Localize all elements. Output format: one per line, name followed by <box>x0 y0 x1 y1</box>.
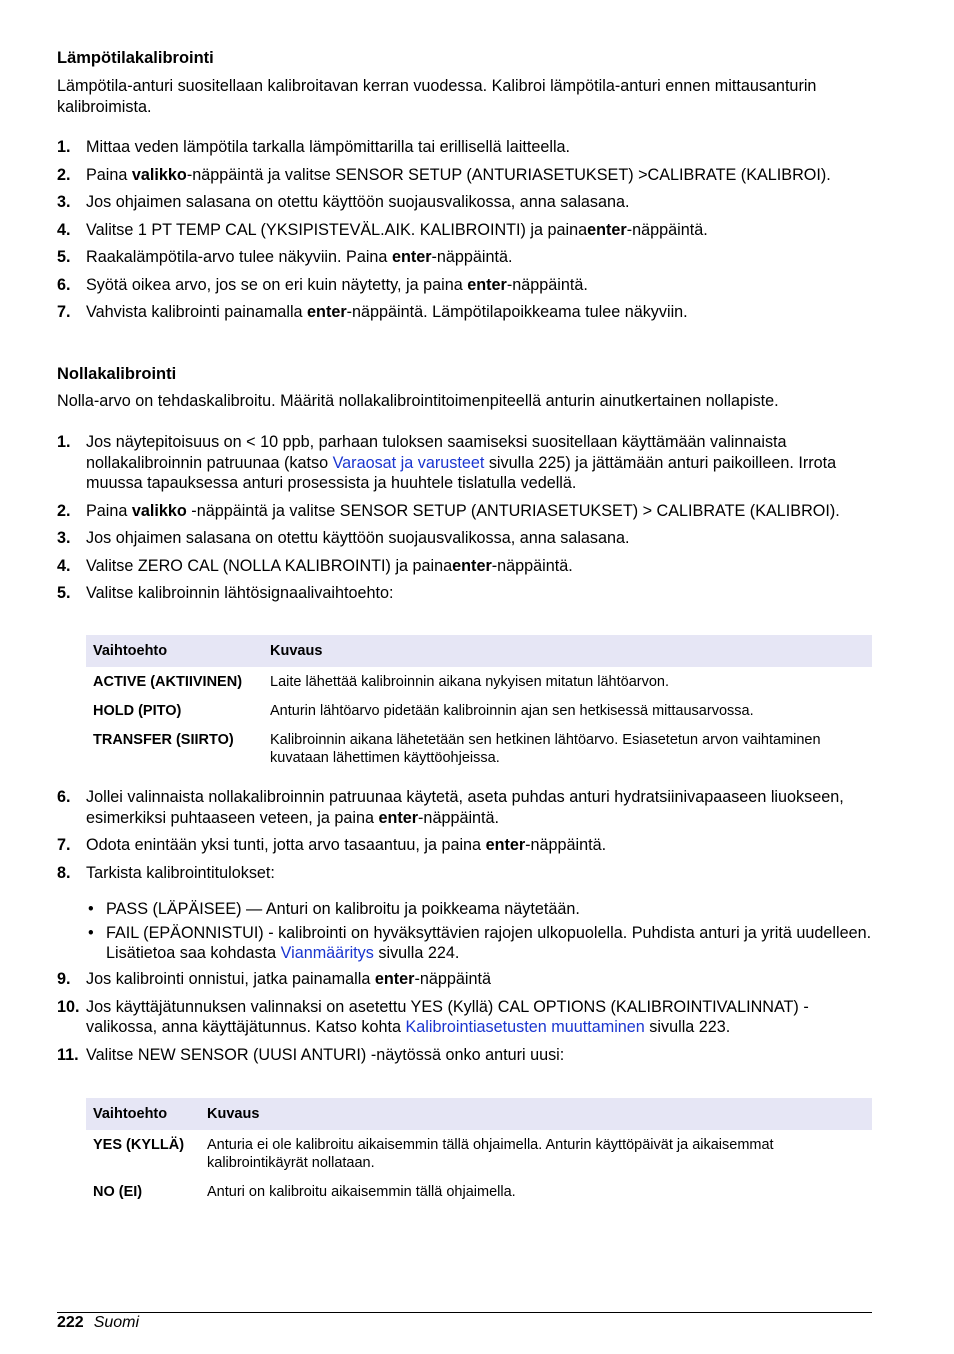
step-text: sivulla 223. <box>644 1018 731 1036</box>
list-item <box>57 275 872 296</box>
section-heading-zero-calibration: Nollakalibrointi <box>57 365 177 383</box>
step-number: 11. <box>57 1045 79 1064</box>
step-number: 7. <box>57 303 71 321</box>
new-sensor-rows <box>86 1130 872 1206</box>
table-header-description: Kuvaus <box>200 1098 872 1130</box>
section-heading-temperature-calibration: Lämpötilakalibrointi <box>57 49 214 67</box>
bullet-icon: • <box>88 900 94 918</box>
step-number: 10. <box>57 997 80 1016</box>
footer-language: Suomi <box>93 1314 140 1331</box>
step-text: Jos ohjaimen salasana on otettu käyttöön suojausvalikossa, anna salasana. <box>86 529 630 547</box>
step-text: -näppäintä. Lämpötilapoikkeama tulee näkyviin. <box>346 303 688 321</box>
step-text: Valitse 1 PT TEMP CAL (YKSIPISTEVÄL.AIK. KALIBROINTI) ja paina <box>86 220 588 239</box>
key-name: valikko <box>131 165 187 184</box>
option-description: Anturi on kalibroitu aikaisemmin tällä ohjaimella. <box>207 1184 516 1200</box>
step-number: 6. <box>57 275 71 294</box>
footer-divider <box>57 1312 872 1313</box>
list-item <box>57 501 872 522</box>
new-sensor-table-wrap <box>86 1098 872 1206</box>
list-item <box>57 220 872 241</box>
zero-steps-list-a <box>57 432 872 604</box>
step-text: Jos näytepitoisuus on < 10 ppb, parhaan tuloksen saamiseksi suositellaan käyttämään valinnaista nollakalibroinnin patruunaa (katso <box>86 433 787 472</box>
list-item <box>57 997 872 1038</box>
step-text: Paina <box>86 165 132 184</box>
cross-reference-link[interactable]: Vianmääritys <box>280 944 374 962</box>
step-number: 2. <box>57 501 71 520</box>
step-text: Jollei valinnaista nollakalibroinnin patruunaa käytetä, aseta puhdas anturi hydratsiinivapaaseen liuokseen, esimerkiksi puhtaaseen veteen, ja paina <box>86 788 844 827</box>
step-number: 1. <box>57 138 71 156</box>
list-item <box>57 528 872 549</box>
table-header-option: Vaihtoehto <box>86 1098 200 1130</box>
list-item <box>57 835 872 856</box>
step-number: 5. <box>57 584 71 602</box>
step-text: Tarkista kalibrointitulokset: <box>86 863 275 882</box>
list-item <box>57 165 872 186</box>
step-text: -näppäintä <box>414 970 491 988</box>
temperature-calibration-intro: Lämpötila-anturi suositellaan kalibroitavan kerran vuodessa. Kalibroi lämpötila-anturi ennen mittausanturin kalibroimista. <box>57 77 817 116</box>
step-text: Syötä oikea arvo, jos se on eri kuin näytetty, ja paina <box>86 275 468 294</box>
key-name: enter <box>374 970 415 988</box>
zero-steps-list-b <box>57 787 872 883</box>
step-text: FAIL (EPÄONNISTUI) - kalibrointi on hyväksyttävien rajojen ulkopuolella. Puhdista anturi ja yritä uudelleen. Lisätietoa saa kohdasta <box>106 923 872 962</box>
table-row <box>86 725 872 772</box>
step-text: Raakalämpötila-arvo tulee näkyviin. Paina <box>86 248 392 266</box>
option-name: HOLD (PITO) <box>93 703 182 719</box>
output-option-table <box>86 635 872 772</box>
page-number: 222 <box>57 1314 84 1331</box>
option-name: YES (KYLLÄ) <box>93 1137 185 1153</box>
key-name: enter <box>587 220 627 239</box>
key-name: enter <box>452 556 492 575</box>
step-text: Jos käyttäjätunnuksen valinnaksi on asetettu YES (Kyllä) CAL OPTIONS (KALIBROINTIVALINNAT) -valikossa, anna käyttäjätunnus. Katso kohta <box>86 997 809 1036</box>
step-number: 4. <box>57 556 71 575</box>
step-text: Odota enintään yksi tunti, jotta arvo tasaantuu, ja paina <box>86 836 486 854</box>
step-number: 5. <box>57 248 71 266</box>
bullet-item <box>86 923 872 964</box>
key-name: enter <box>467 275 507 294</box>
step-text: Paina <box>86 501 132 520</box>
step-text: PASS (LÄPÄISEE) — Anturi on kalibroitu ja poikkeama näytetään. <box>106 900 580 918</box>
table-row <box>86 1177 872 1206</box>
table-row <box>86 667 872 696</box>
key-name: enter <box>378 808 419 827</box>
key-name: enter <box>485 836 526 854</box>
list-item <box>57 969 872 990</box>
step-text: Valitse kalibroinnin lähtösignaalivaihtoehto: <box>86 584 394 602</box>
key-name: enter <box>391 248 432 266</box>
list-item <box>57 787 872 828</box>
option-description: Laite lähettää kalibroinnin aikana nykyisen mitatun lähtöarvon. <box>270 674 669 690</box>
step-text: Mittaa veden lämpötila tarkalla lämpömittarilla tai erillisellä laitteella. <box>86 138 571 156</box>
step-text: -näppäintä. <box>525 836 607 854</box>
step-text: Valitse ZERO CAL (NOLLA KALIBROINTI) ja paina <box>86 556 453 575</box>
step-text: Valitse NEW SENSOR (UUSI ANTURI) -näytössä onko anturi uusi: <box>86 1045 565 1064</box>
step-number: 3. <box>57 193 71 211</box>
option-description: Kalibroinnin aikana lähetetään sen hetkinen lähtöarvo. Esiasetetun arvon vaihtaminen kuvataan lähettimen käyttöohjeissa. <box>270 732 821 766</box>
step-text: -näppäintä. <box>418 808 500 827</box>
key-name: valikko <box>131 501 187 520</box>
option-description: Anturin lähtöarvo pidetään kalibroinnin ajan sen hetkisessä mittausarvossa. <box>270 703 754 719</box>
step-number: 3. <box>57 529 71 547</box>
list-item <box>57 192 872 213</box>
key-name: enter <box>307 303 347 321</box>
output-option-rows <box>86 667 872 772</box>
table-header-option: Vaihtoehto <box>86 635 263 667</box>
step-number: 1. <box>57 433 71 451</box>
step-text: -näppäintä. <box>626 220 708 239</box>
step-text: -näppäintä. <box>431 248 513 266</box>
list-item <box>57 247 872 268</box>
step-text: Jos kalibrointi onnistui, jatka painamalla <box>86 970 375 988</box>
list-item <box>57 137 872 158</box>
zero-calibration-intro: Nolla-arvo on tehdaskalibroitu. Määritä nollakalibrointitoimenpiteellä anturin ainutkertainen nollapiste. <box>57 392 779 410</box>
bullet-icon: • <box>88 923 94 942</box>
page-footer <box>57 1313 139 1333</box>
new-sensor-table <box>86 1098 872 1206</box>
step-number: 2. <box>57 165 71 184</box>
list-item <box>57 863 872 884</box>
step-text: -näppäintä. <box>491 556 573 575</box>
cross-reference-link[interactable]: Varaosat ja varusteet <box>332 453 485 472</box>
result-bullet-list <box>86 899 872 964</box>
step-number: 9. <box>57 970 71 988</box>
step-number: 4. <box>57 220 71 239</box>
step-text: sivulla 224. <box>373 944 460 962</box>
option-name: TRANSFER (SIIRTO) <box>93 732 234 748</box>
option-name: NO (EI) <box>93 1184 143 1200</box>
list-item <box>57 583 872 604</box>
temperature-steps-list <box>57 137 872 323</box>
cross-reference-link[interactable]: Kalibrointiasetusten muuttaminen <box>405 1018 645 1036</box>
zero-steps-list-c <box>57 969 872 1065</box>
step-text: Jos ohjaimen salasana on otettu käyttöön suojausvalikossa, anna salasana. <box>86 193 630 211</box>
output-option-table-wrap <box>86 635 872 772</box>
step-number: 8. <box>57 863 71 882</box>
list-item <box>57 432 872 494</box>
step-text: -näppäintä ja valitse SENSOR SETUP (ANTURIASETUKSET) >CALIBRATE (KALIBROI). <box>186 165 831 184</box>
table-row <box>86 1130 872 1177</box>
step-text: sivulla 225) ja jättämään anturi paikoilleen. Irrota muussa tapauksessa anturi prosessista ja huuhtele tislatulla vedellä. <box>86 453 837 492</box>
option-name: ACTIVE (AKTIIVINEN) <box>93 674 243 690</box>
option-description: Anturia ei ole kalibroitu aikaisemmin tällä ohjaimella. Anturin käyttöpäivät ja aikaisemmat kalibrointikäyrät nollataan. <box>207 1137 774 1171</box>
table-row <box>86 696 872 725</box>
step-text: -näppäintä. <box>506 275 588 294</box>
table-header-description: Kuvaus <box>263 635 872 667</box>
step-number: 7. <box>57 836 71 854</box>
list-item <box>57 302 872 323</box>
step-text: -näppäintä ja valitse SENSOR SETUP (ANTURIASETUKSET) > CALIBRATE (KALIBROI). <box>186 501 840 520</box>
step-number: 6. <box>57 788 71 806</box>
bullet-item <box>86 899 872 920</box>
list-item <box>57 1045 872 1066</box>
list-item <box>57 556 872 577</box>
step-text: Vahvista kalibrointi painamalla <box>86 303 308 321</box>
